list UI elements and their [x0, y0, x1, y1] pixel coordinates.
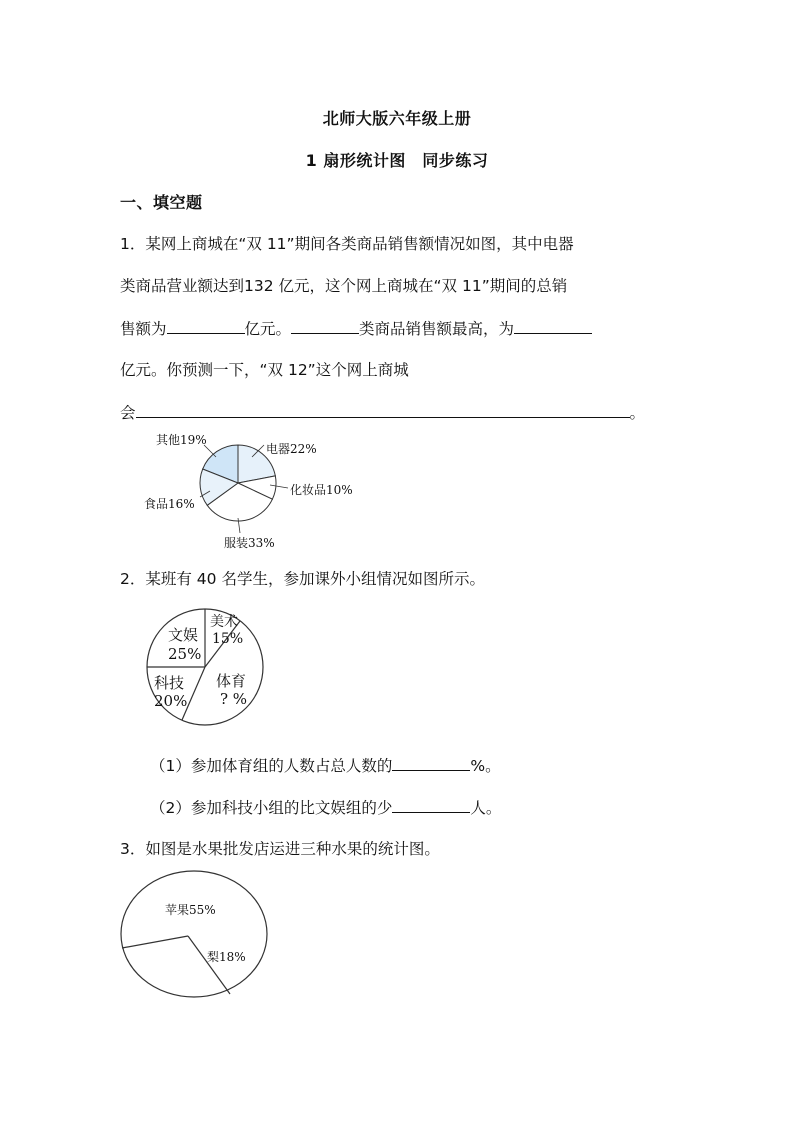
page-title: 北师大版六年级上册 [322, 109, 472, 128]
q1-text-period: 。 [629, 404, 646, 422]
q1-blank-amount[interactable] [514, 316, 592, 334]
pie2-label-sci-name: 科技 [154, 674, 185, 692]
pie3-label-pear: 梨18% [207, 950, 246, 964]
q1-text-unit: 亿元。 [244, 320, 292, 338]
pie1-label-electric: 电器22% [266, 442, 317, 456]
q1-text-total: 售额为 [120, 320, 167, 338]
pie2-label-ent-pct: 25% [168, 645, 202, 663]
pie1-label-clothing: 服装33% [224, 536, 275, 550]
q2-pie-chart [140, 600, 270, 734]
pie2-label-pe-pct: ? % [220, 690, 248, 708]
pie2-label-pe-name: 体育 [216, 672, 247, 690]
q3-pie-chart [115, 868, 275, 1002]
pie3-label-apple: 苹果55% [165, 903, 216, 917]
q2-blank-pe-percent[interactable] [392, 753, 470, 771]
pie1-label-food: 食品16% [144, 497, 195, 511]
q1-line-3 [120, 316, 592, 339]
q2-sub-2 [150, 795, 501, 818]
q2-sub1-unit: %。 [470, 757, 501, 775]
pie2-label-art-name: 美术 [210, 614, 238, 630]
q2-sub1-text: （1）参加体育组的人数占总人数的 [150, 757, 393, 775]
page-subtitle: 1 扇形统计图 同步练习 [305, 151, 489, 170]
q1-text-will: 会 [120, 404, 136, 422]
pie2-label-sci-pct: 20% [154, 692, 188, 710]
q1-line-2: 类商品营业额达到132 亿元，这个网上商城在“双 11”期间的总销 [120, 277, 568, 295]
q2-sub-1 [150, 753, 501, 776]
q1-pie-chart [140, 425, 380, 555]
q1-line-5 [120, 400, 645, 423]
q2-line-1: 2．某班有 40 名学生，参加课外小组情况如图所示。 [120, 570, 485, 588]
pie1-label-cosmetics: 化妆品10% [290, 483, 353, 497]
pie2-label-ent-name: 文娱 [168, 626, 199, 644]
pie2-label-art-pct: 15% [212, 631, 244, 647]
q1-line-4: 亿元。你预测一下，“双 12”这个网上商城 [120, 361, 409, 379]
q1-blank-prediction[interactable] [136, 400, 630, 418]
section-label: 一、填空题 [120, 193, 203, 212]
pie1-label-other: 其他19% [156, 433, 207, 447]
q1-line-1: 1．某网上商城在“双 11”期间各类商品销售额情况如图，其中电器 [120, 235, 574, 253]
q1-blank-category[interactable] [291, 316, 359, 334]
q2-blank-difference[interactable] [392, 795, 470, 813]
q3-line-1: 3．如图是水果批发店运进三种水果的统计图。 [120, 840, 440, 858]
q1-blank-total[interactable] [167, 316, 245, 334]
q2-sub2-unit: 人。 [470, 799, 502, 817]
q2-sub2-text: （2）参加科技小组的比文娱组的少 [150, 799, 393, 817]
q1-text-highest: 类商品销售额最高，为 [359, 320, 515, 338]
